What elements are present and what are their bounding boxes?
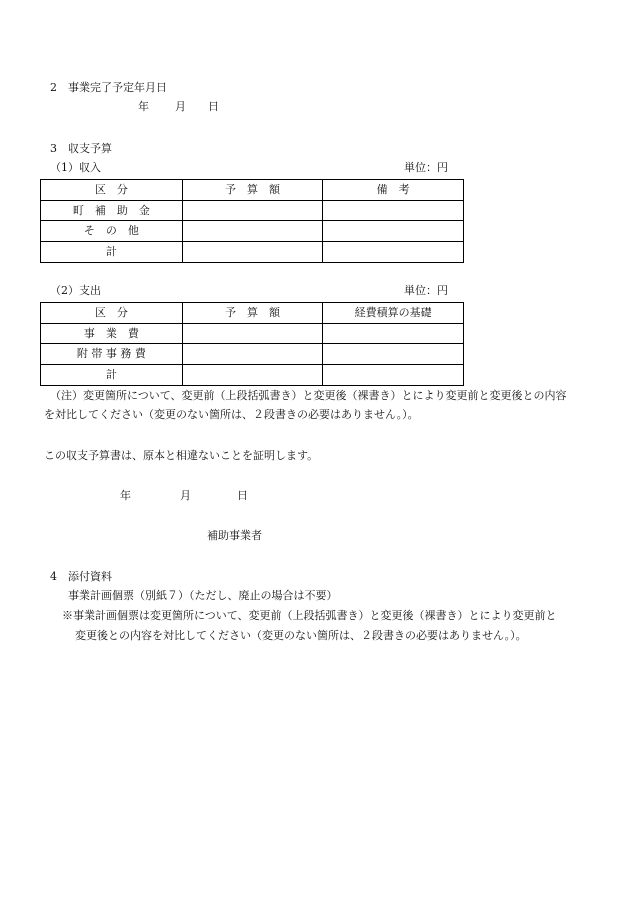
budget-amount-cell[interactable] xyxy=(183,324,324,345)
attachment-note-line-2: 変更後との内容を対比してください（変更のない箇所は、２段書きの必要はありません。）。 xyxy=(75,629,527,642)
certification-text: この収支予算書は、原本と相違ないことを証明します。 xyxy=(44,449,319,462)
table-row xyxy=(41,365,464,386)
table-row xyxy=(41,221,464,242)
signer-label: 補助事業者 xyxy=(207,529,262,542)
table-row xyxy=(41,242,464,263)
completion-date-year: 年 xyxy=(138,100,149,113)
certification-date-month: 月 xyxy=(180,489,191,502)
budget-amount-cell[interactable] xyxy=(183,201,324,222)
expense-unit: 単位：円 xyxy=(404,284,448,297)
header-category: 区 分 xyxy=(41,303,183,324)
row-label: 計 xyxy=(41,365,183,386)
row-label: 附 帯 事 務 費 xyxy=(41,344,183,365)
section2-heading: 2 事業完了予定年月日 xyxy=(50,81,167,94)
section4-heading: 4 添付資料 xyxy=(50,570,112,583)
budget-amount-cell[interactable] xyxy=(183,221,324,242)
income-table xyxy=(40,179,464,263)
completion-date-month: 月 xyxy=(175,100,186,113)
income-title: （1）収入 xyxy=(50,161,101,174)
income-unit: 単位：円 xyxy=(404,161,448,174)
header-budget-amount: 予 算 額 xyxy=(183,180,324,201)
table-row xyxy=(41,344,464,365)
attachment-item: 事業計画個票（別紙７）（ただし、廃止の場合は不要） xyxy=(68,589,338,602)
header-remarks: 備 考 xyxy=(323,180,464,201)
certification-date-year: 年 xyxy=(120,489,131,502)
table-row xyxy=(41,201,464,222)
note-line-2: を対比してください（変更のない箇所は、２段書きの必要はありません。）。 xyxy=(44,408,419,421)
row-label: 事 業 費 xyxy=(41,324,183,345)
table-header-row xyxy=(41,303,464,324)
header-budget-amount: 予 算 額 xyxy=(183,303,324,324)
remarks-cell[interactable] xyxy=(323,221,464,242)
header-cost-basis: 経費積算の基礎 xyxy=(323,303,464,324)
budget-amount-cell[interactable] xyxy=(183,344,324,365)
row-label: 町 補 助 金 xyxy=(41,201,183,222)
expense-table xyxy=(40,302,464,386)
table-row xyxy=(41,324,464,345)
table-header-row xyxy=(41,180,464,201)
certification-date-day: 日 xyxy=(237,489,248,502)
row-label: そ の 他 xyxy=(41,221,183,242)
cost-basis-cell[interactable] xyxy=(323,344,464,365)
cost-basis-cell[interactable] xyxy=(323,324,464,345)
section3-heading: 3 収支予算 xyxy=(50,142,112,155)
cost-basis-cell[interactable] xyxy=(323,365,464,386)
expense-title: （2）支出 xyxy=(50,284,101,297)
budget-amount-cell[interactable] xyxy=(183,365,324,386)
row-label: 計 xyxy=(41,242,183,263)
note-line-1: （注）変更箇所について、変更前（上段括弧書き）と変更後（裸書き）とにより変更前と変更後との内容 xyxy=(50,389,567,402)
completion-date-day: 日 xyxy=(208,100,219,113)
remarks-cell[interactable] xyxy=(323,201,464,222)
remarks-cell[interactable] xyxy=(323,242,464,263)
attachment-note-line-1: ※事業計画個票は変更箇所について、変更前（上段括弧書き）と変更後（裸書き）とにより変更前と xyxy=(62,609,557,622)
header-category: 区 分 xyxy=(41,180,183,201)
budget-amount-cell[interactable] xyxy=(183,242,324,263)
